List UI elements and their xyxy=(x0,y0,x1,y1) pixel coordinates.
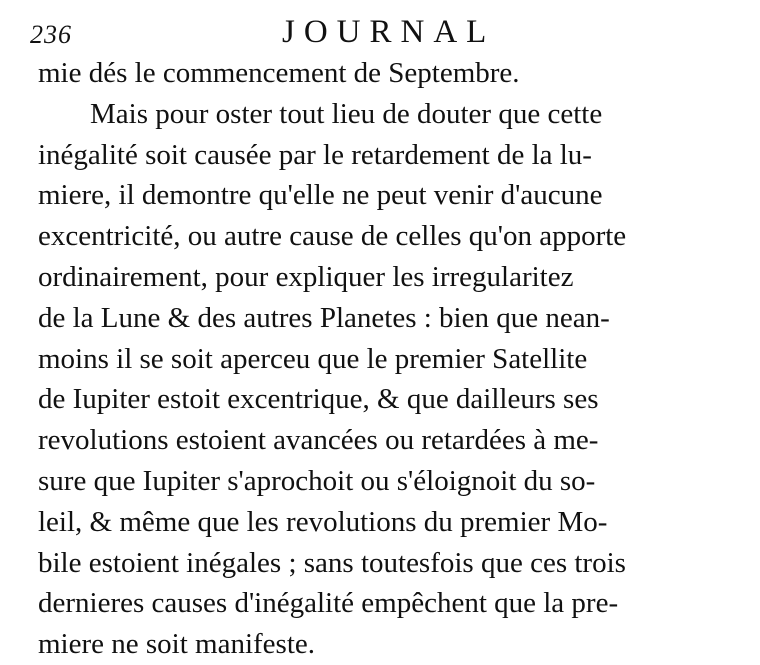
page-header xyxy=(0,8,760,52)
text-line: miere ne soit manifeste. xyxy=(38,628,316,661)
text-line: revolutions estoient avancées ou retardées à me- xyxy=(38,424,599,457)
text-line: dernieres causes d'inégalité empêchent que la pre- xyxy=(38,587,619,620)
text-line: de Iupiter estoit excentrique, & que dailleurs ses xyxy=(38,383,599,416)
body-text xyxy=(38,53,728,665)
text-line: miere, il demontre qu'elle ne peut venir d'aucune xyxy=(38,179,603,212)
page-number: 236 xyxy=(30,20,72,49)
text-line: mie dés le commencement de Septembre. xyxy=(38,57,520,89)
running-title: JOURNAL xyxy=(282,14,496,50)
text-line: inégalité soit causée par le retardement de la lu- xyxy=(38,138,592,171)
text-line: Mais pour oster tout lieu de douter que cette xyxy=(90,97,603,130)
text-line: moins il se soit aperceu que le premier Satellite xyxy=(38,342,588,375)
text-line: leil, & même que les revolutions du premier Mo- xyxy=(38,505,608,538)
text-line: sure que Iupiter s'aprochoit ou s'éloignoit du so- xyxy=(38,464,596,497)
text-line: bile estoient inégales ; sans toutesfois que ces trois xyxy=(38,546,626,579)
text-line: de la Lune & des autres Planetes : bien que nean- xyxy=(38,301,610,334)
text-line: ordinairement, pour expliquer les irregularitez xyxy=(38,260,574,293)
text-line: excentricité, ou autre cause de celles qu'on apporte xyxy=(38,220,627,253)
